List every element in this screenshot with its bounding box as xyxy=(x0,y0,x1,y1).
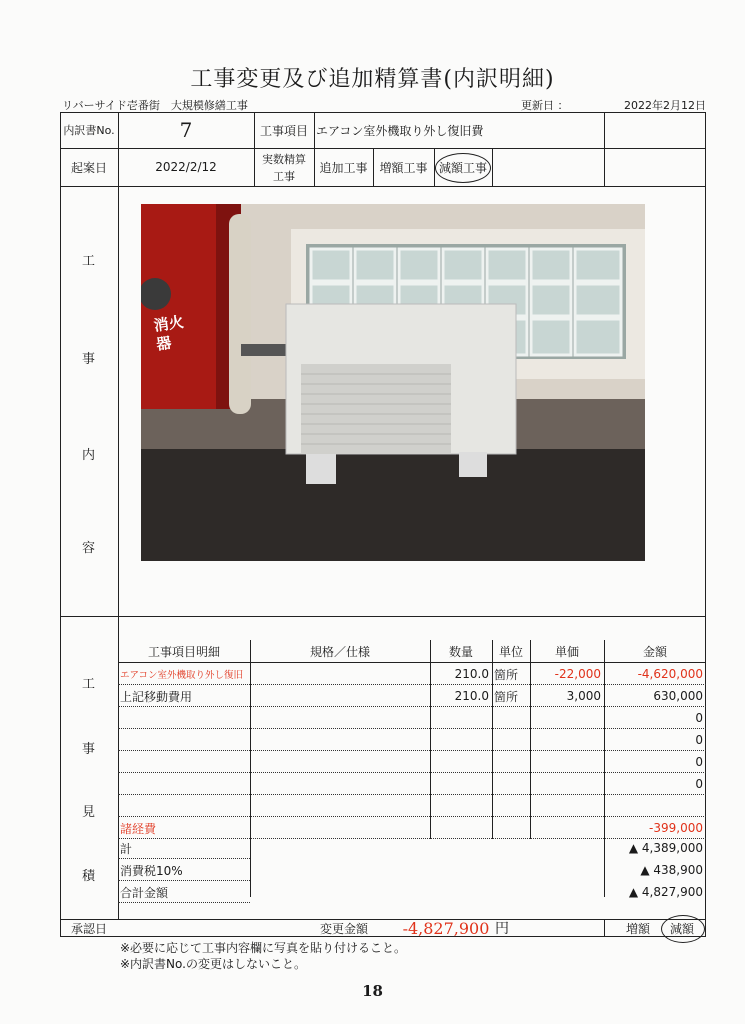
estimate-label-1: 工 xyxy=(81,677,95,692)
row-amount: 0 xyxy=(695,777,703,791)
note-1: ※必要に応じて工事内容欄に写真を貼り付けること。 xyxy=(120,941,407,955)
decrease-footer-circle xyxy=(661,915,705,943)
increase-label: 増額 xyxy=(625,921,650,936)
column-line xyxy=(250,640,251,839)
estimate-label-3: 見 xyxy=(81,805,95,820)
row-amount xyxy=(604,795,706,817)
row-unit xyxy=(492,817,530,839)
content-label-1: 工 xyxy=(81,254,95,269)
row-qty xyxy=(430,751,492,773)
type-decrease: 減額工事 xyxy=(438,160,487,175)
total-rule xyxy=(118,902,250,903)
row-item-name xyxy=(118,729,250,751)
content-label-2: 事 xyxy=(81,352,95,367)
row-qty xyxy=(430,707,492,729)
updated-date: 2022年2月12日 xyxy=(624,99,706,112)
note-2: ※内訳書No.の変更はしないこと。 xyxy=(120,957,306,971)
header-unit: 単位 xyxy=(498,644,523,659)
row-price xyxy=(530,817,604,839)
row-amount: 0 xyxy=(695,733,703,747)
subtotal-label: 計 xyxy=(120,841,133,856)
header-qty: 数量 xyxy=(448,644,473,659)
row-unit xyxy=(492,729,530,751)
row-unit xyxy=(492,795,530,817)
settlement-label-2: 工事 xyxy=(273,169,295,183)
row-amount: 0 xyxy=(695,755,703,769)
row-qty xyxy=(430,729,492,751)
row-price xyxy=(530,751,604,773)
row-qty: 210.0 xyxy=(454,689,489,703)
totals-column-line-2 xyxy=(604,839,605,897)
settlement-label: 実数精算 xyxy=(262,152,306,166)
totals-column-line xyxy=(250,839,251,897)
content-label-3: 内 xyxy=(81,448,95,463)
item-value: エアコン室外機取り外し復旧費 xyxy=(316,123,484,138)
row-price: -22,000 xyxy=(554,667,601,681)
project-name: リバーサイド壱番街 大規模修繕工事 xyxy=(62,99,248,112)
row-unit xyxy=(492,751,530,773)
row-price: 3,000 xyxy=(566,689,601,703)
total-label: 合計金額 xyxy=(120,885,169,900)
approval-label: 承認日 xyxy=(70,921,107,936)
header-item: 工事項目明細 xyxy=(147,644,220,659)
header-spec: 規格／仕様 xyxy=(309,644,370,659)
content-label-4: 容 xyxy=(81,541,95,556)
type-add: 追加工事 xyxy=(319,160,368,175)
decrease-circle xyxy=(435,153,491,183)
row-item-name: 諸経費 xyxy=(120,821,157,836)
decrease-label: 減額 xyxy=(669,921,694,936)
row-unit: 箇所 xyxy=(494,689,519,704)
row-unit xyxy=(492,707,530,729)
row-price xyxy=(530,773,604,795)
total-amount: ▲ 4,827,900 xyxy=(628,885,703,899)
row-unit xyxy=(492,773,530,795)
draft-date-label: 起案日 xyxy=(70,160,107,175)
row-item-name xyxy=(118,795,250,817)
row-price xyxy=(530,707,604,729)
breakdown-no-label: 内訳書No. xyxy=(63,124,115,137)
row-qty: 210.0 xyxy=(454,667,489,681)
item-label: 工事項目 xyxy=(259,123,308,138)
header-price: 単価 xyxy=(554,644,579,659)
subtotal-amount: ▲ 4,389,000 xyxy=(628,841,703,855)
row-item-name xyxy=(118,773,250,795)
change-amount: -4,827,900 xyxy=(402,918,490,938)
row-price xyxy=(530,729,604,751)
row-amount: 630,000 xyxy=(653,689,703,703)
document-title: 工事変更及び追加精算書(内訳明細) xyxy=(190,67,555,92)
site-photo xyxy=(141,204,645,561)
row-amount: 0 xyxy=(695,711,703,725)
yen-label: 円 xyxy=(495,921,509,937)
row-qty xyxy=(430,817,492,839)
header-amount: 金額 xyxy=(642,644,667,659)
row-qty xyxy=(430,795,492,817)
row-qty xyxy=(430,773,492,795)
row-item-name xyxy=(118,707,250,729)
extinguisher-sign: 消火器 xyxy=(152,312,185,354)
row-item-name xyxy=(118,751,250,773)
estimate-label-4: 積 xyxy=(81,869,95,884)
row-unit: 箇所 xyxy=(494,667,519,682)
page-number: 18 xyxy=(362,982,383,1000)
tax-amount: ▲ 438,900 xyxy=(640,863,703,877)
row-amount: -399,000 xyxy=(649,821,703,835)
change-label: 変更金額 xyxy=(319,921,368,936)
tax-label: 消費税10% xyxy=(120,863,183,878)
type-increase: 増額工事 xyxy=(379,160,428,175)
updated-label: 更新日 ： xyxy=(521,99,569,112)
row-item-name: エアコン室外機取り外し復旧 xyxy=(120,670,244,681)
row-price xyxy=(530,795,604,817)
estimate-label-2: 事 xyxy=(81,742,95,757)
breakdown-no: 7 xyxy=(179,118,193,142)
row-amount: -4,620,000 xyxy=(637,667,703,681)
draft-date: 2022/2/12 xyxy=(155,160,217,174)
row-item-name: 上記移動費用 xyxy=(120,689,193,704)
